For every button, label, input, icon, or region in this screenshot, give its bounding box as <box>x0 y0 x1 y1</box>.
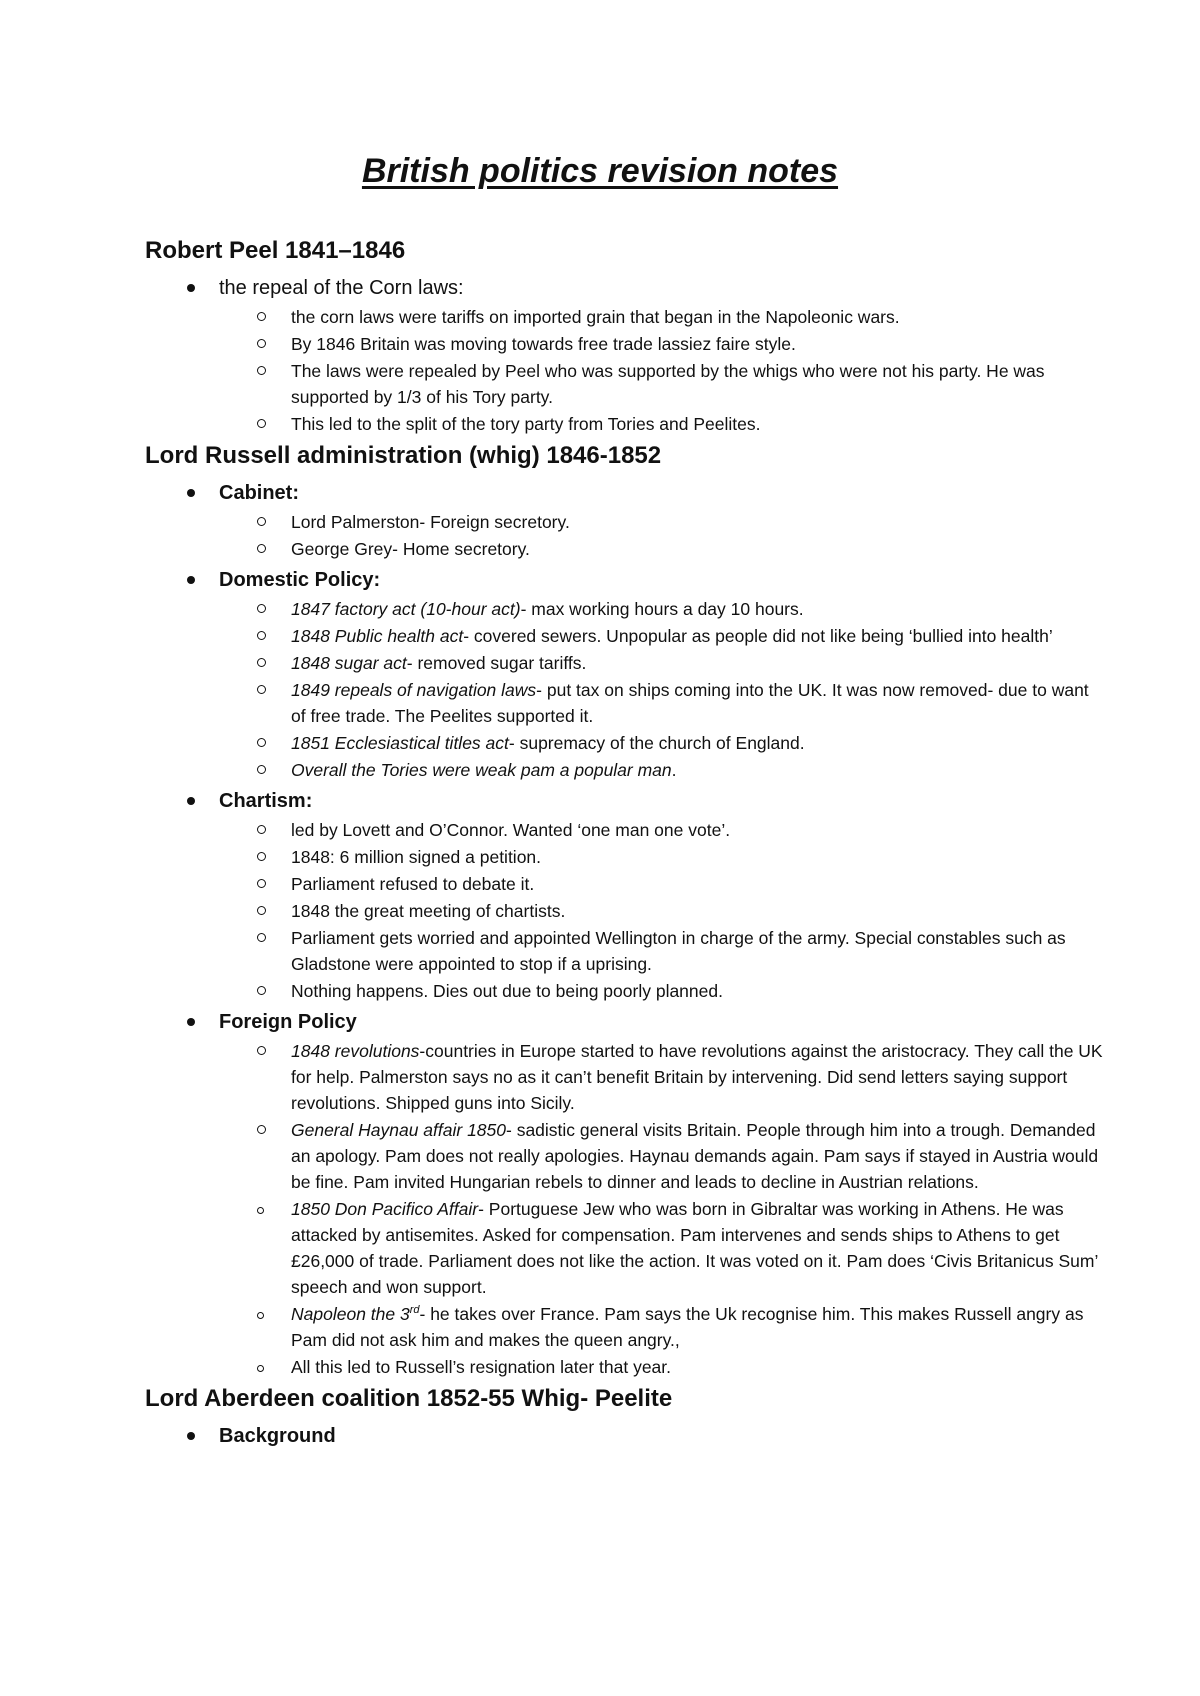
item-text: - covered sewers. Unpopular as people did not like being ‘bullied into health’ <box>463 626 1053 646</box>
list-item <box>145 1008 1105 1380</box>
sub-list-item <box>291 677 1105 729</box>
sub-list-item: Parliament refused to debate it. <box>291 871 1105 897</box>
sub-list <box>219 509 1105 562</box>
sub-list-item: 1848 the great meeting of chartists. <box>291 898 1105 924</box>
sub-list <box>219 304 1105 437</box>
item-text: - sadistic general visits Britain. People through him into a trough. Demanded an apology. Pam does not really apologies. Haynau demands again. Pam says if stayed in Austria would be fine. Pam invited Hungarian rebels to dinner and leads to decline in Austrian relations. <box>291 1120 1099 1192</box>
item-text: - supremacy of the church of England. <box>508 733 805 753</box>
sub-list-item: This led to the split of the tory party from Tories and Peelites. <box>291 411 1105 437</box>
sub-list-item: George Grey- Home secretory. <box>291 536 1105 562</box>
list-item <box>145 787 1105 1004</box>
sub-list-item <box>291 596 1105 622</box>
list-item <box>145 274 1105 437</box>
sub-list-item: The laws were repealed by Peel who was supported by the whigs who were not his party. He was supported by 1/3 of his Tory party. <box>291 358 1105 410</box>
section-heading: Robert Peel 1841–1846 <box>145 237 406 264</box>
bullet-label: Chartism: <box>219 790 313 812</box>
list-item <box>145 1422 1105 1450</box>
sub-list-item <box>291 1038 1105 1116</box>
section-heading: Lord Aberdeen coalition 1852-55 Whig- Peelite <box>145 1385 673 1412</box>
sub-list-item: 1848: 6 million signed a petition. <box>291 844 1105 870</box>
sub-list-item: By 1846 Britain was moving towards free trade lassiez faire style. <box>291 331 1105 357</box>
bullet-list <box>145 479 1105 1380</box>
sub-list-item <box>291 650 1105 676</box>
item-text: All this led to Russell’s resignation later that year. <box>291 1357 672 1377</box>
item-term: Napoleon the 3 <box>291 1304 410 1324</box>
sub-list-item <box>291 757 1105 783</box>
section-aberdeen <box>145 1384 1105 1450</box>
item-text: - Portuguese Jew who was born in Gibraltar was working in Athens. He was attacked by antisemites. Asked for compensation. Pam intervenes and sends ships to Athens to get £26,000 of trade. Parliament does not like the action. It was voted on it. Pam does ‘Civis Britanicus Sum’ speech and won support. <box>291 1199 1098 1297</box>
sub-list-item: Nothing happens. Dies out due to being poorly planned. <box>291 978 1105 1004</box>
bullet-label: Domestic Policy: <box>219 569 381 591</box>
item-term: 1848 revolutions <box>291 1041 420 1061</box>
sub-list <box>219 596 1105 783</box>
bullet-label: Foreign Policy <box>219 1011 357 1033</box>
bullet-list <box>145 274 1105 437</box>
item-superscript: rd <box>409 1304 420 1317</box>
item-text: . <box>671 760 677 780</box>
sub-list-item <box>291 623 1105 649</box>
section-heading: Lord Russell administration (whig) 1846-1852 <box>145 442 662 469</box>
document-title: British politics revision notes <box>361 152 839 190</box>
list-item <box>145 566 1105 783</box>
item-term: 1850 Don Pacifico Affair <box>291 1199 479 1219</box>
list-item <box>145 479 1105 562</box>
item-term: Overall the Tories were weak pam a popular man <box>291 760 672 780</box>
item-term: 1847 factory act (10-hour act) <box>291 599 521 619</box>
section-peel <box>145 236 1105 437</box>
item-term: 1851 Ecclesiastical titles act <box>291 733 509 753</box>
sub-list <box>219 817 1105 1004</box>
bullet-label: Background <box>219 1425 336 1447</box>
item-text: - he takes over France. Pam says the Uk recognise him. This makes Russell angry as Pam did not ask him and makes the queen angry., <box>291 1304 1084 1350</box>
sub-list-item: Lord Palmerston- Foreign secretory. <box>291 509 1105 535</box>
item-text: -countries in Europe started to have revolutions against the aristocracy. They call the UK for help. Palmerston says no as it can’t benefit Britain by intervening. Did send letters saying support revolutions. Shipped guns into Sicily. <box>291 1041 1103 1113</box>
item-term: 1848 Public health act <box>291 626 464 646</box>
sub-list-item <box>291 1196 1105 1300</box>
bullet-label: the repeal of the Corn laws: <box>219 277 464 299</box>
bullet-list <box>145 1422 1105 1450</box>
sub-list-item <box>291 730 1105 756</box>
sub-list-item: led by Lovett and O’Connor. Wanted ‘one man one vote’. <box>291 817 1105 843</box>
sub-list <box>219 1038 1105 1380</box>
section-russell <box>145 441 1105 1380</box>
document-body <box>145 236 1105 1452</box>
sub-list-item <box>291 1117 1105 1195</box>
item-term: 1849 repeals of navigation laws <box>291 680 537 700</box>
item-text: - removed sugar tariffs. <box>406 653 587 673</box>
sub-list-item: the corn laws were tariffs on imported grain that began in the Napoleonic wars. <box>291 304 1105 330</box>
sub-list-item: Parliament gets worried and appointed Wellington in charge of the army. Special constables such as Gladstone were appointed to stop if a uprising. <box>291 925 1105 977</box>
sub-list-item <box>291 1354 1105 1380</box>
item-term: 1848 sugar act <box>291 653 407 673</box>
bullet-label: Cabinet: <box>219 482 299 504</box>
sub-list-item <box>291 1301 1105 1353</box>
item-term: General Haynau affair 1850 <box>291 1120 506 1140</box>
item-text: - max working hours a day 10 hours. <box>520 599 804 619</box>
item-text: - put tax on ships coming into the UK. It was now removed- due to want of free trade. The Peelites supported it. <box>291 680 1089 726</box>
